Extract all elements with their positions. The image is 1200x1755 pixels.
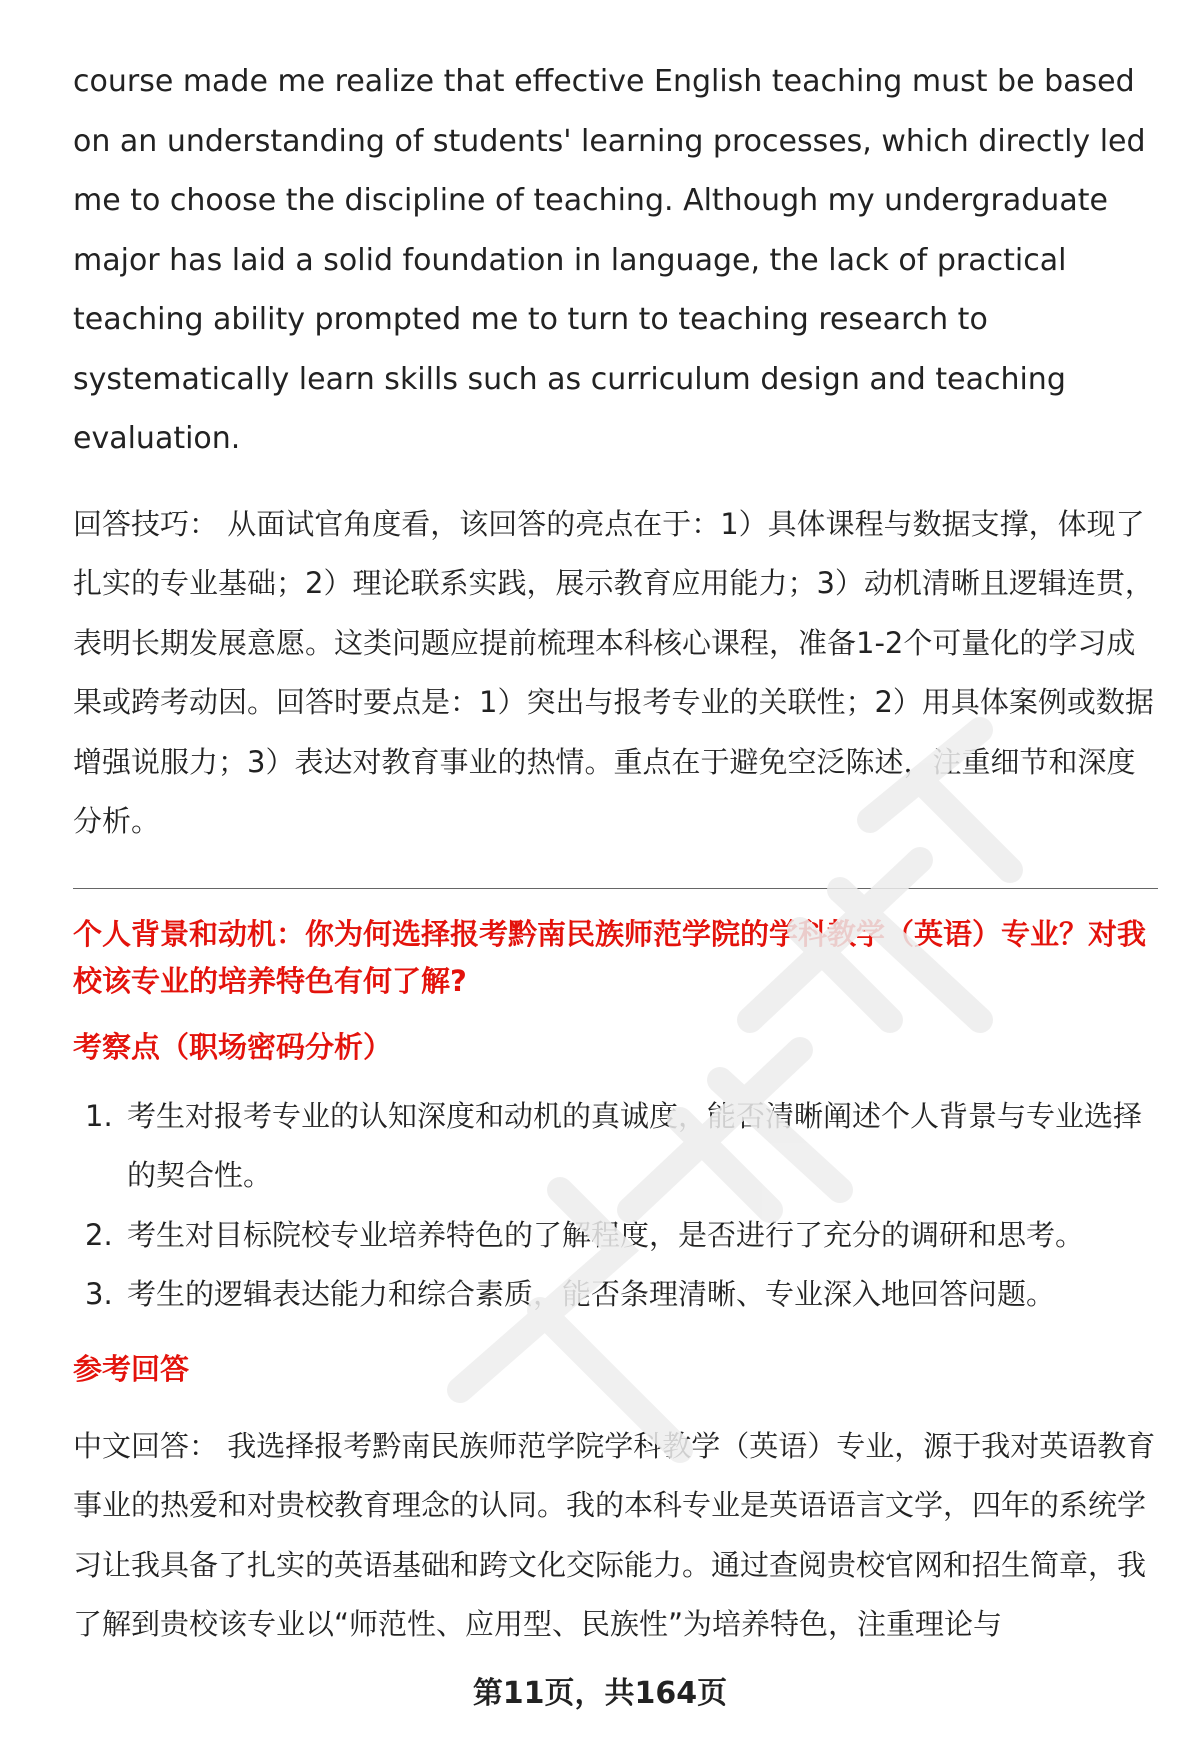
document-page xyxy=(73,52,1158,1655)
reference-heading: 参考回答 xyxy=(73,1351,190,1386)
list-item xyxy=(73,1206,1158,1266)
tip-paragraph: 回答技巧： 从面试官角度看，该回答的亮点在于：1）具体课程与数据支撑，体现了扎实的专业基础；2）理论联系实践，展示教育应用能力；3）动机清晰且逻辑连贯，表明长期发展意愿。这类问题应提前梳理本科核心课程，准备1-2个可量化的学习成果或跨考动因。回答时要点是：1）突出与报考专业的关联性；2）用具体案例或数据增强说服力；3）表达对教育事业的热情。重点在于避免空泛陈述，注重细节和深度分析。 xyxy=(73,506,1154,838)
list-item-text: 考生对目标院校专业培养特色的了解程度，是否进行了充分的调研和思考。 xyxy=(127,1217,1085,1252)
list-item xyxy=(73,1087,1158,1206)
analysis-heading: 考察点（职场密码分析） xyxy=(73,1029,393,1064)
question-title: 个人背景和动机：你为何选择报考黔南民族师范学院的学科教学（英语）专业？对我校该专业的培养特色有何了解? xyxy=(73,916,1147,998)
list-item-text: 考生的逻辑表达能力和综合素质，能否条理清晰、专业深入地回答问题。 xyxy=(127,1277,1056,1311)
list-item-number: 2. xyxy=(85,1217,113,1252)
answer-paragraph: 中文回答： 我选择报考黔南民族师范学院学科教学（英语）专业，源于我对英语教育事业的热爱和对贵校教育理念的认同。我的本科专业是英语语言文学，四年的系统学习让我具备了扎实的英语基础和跨文化交际能力。通过查阅贵校官网和招生简章，我了解到贵校该专业以“师范性、应用型、民族性”为培养特色，注重理论与 xyxy=(73,1428,1156,1641)
list-item-number: 3. xyxy=(85,1277,113,1311)
section-divider xyxy=(73,888,1158,889)
intro-paragraph: course made me realize that effective English teaching must be based on an understanding of students' learning processes, which directly led me to choose the discipline of teaching. Although my undergraduate major has laid a solid foundation in language, the lack of practical teaching ability prompted me to turn to teaching research to systematically learn skills such as curriculum design and teaching evaluation. xyxy=(73,64,1146,456)
list-item xyxy=(73,1265,1158,1325)
analysis-list xyxy=(73,1087,1158,1325)
page-footer: 第11页，共164页 xyxy=(472,1676,728,1711)
list-item-number: 1. xyxy=(85,1098,113,1133)
list-item-text: 考生对报考专业的认知深度和动机的真诚度，能否清晰阐述个人背景与专业选择的契合性。 xyxy=(127,1098,1143,1192)
